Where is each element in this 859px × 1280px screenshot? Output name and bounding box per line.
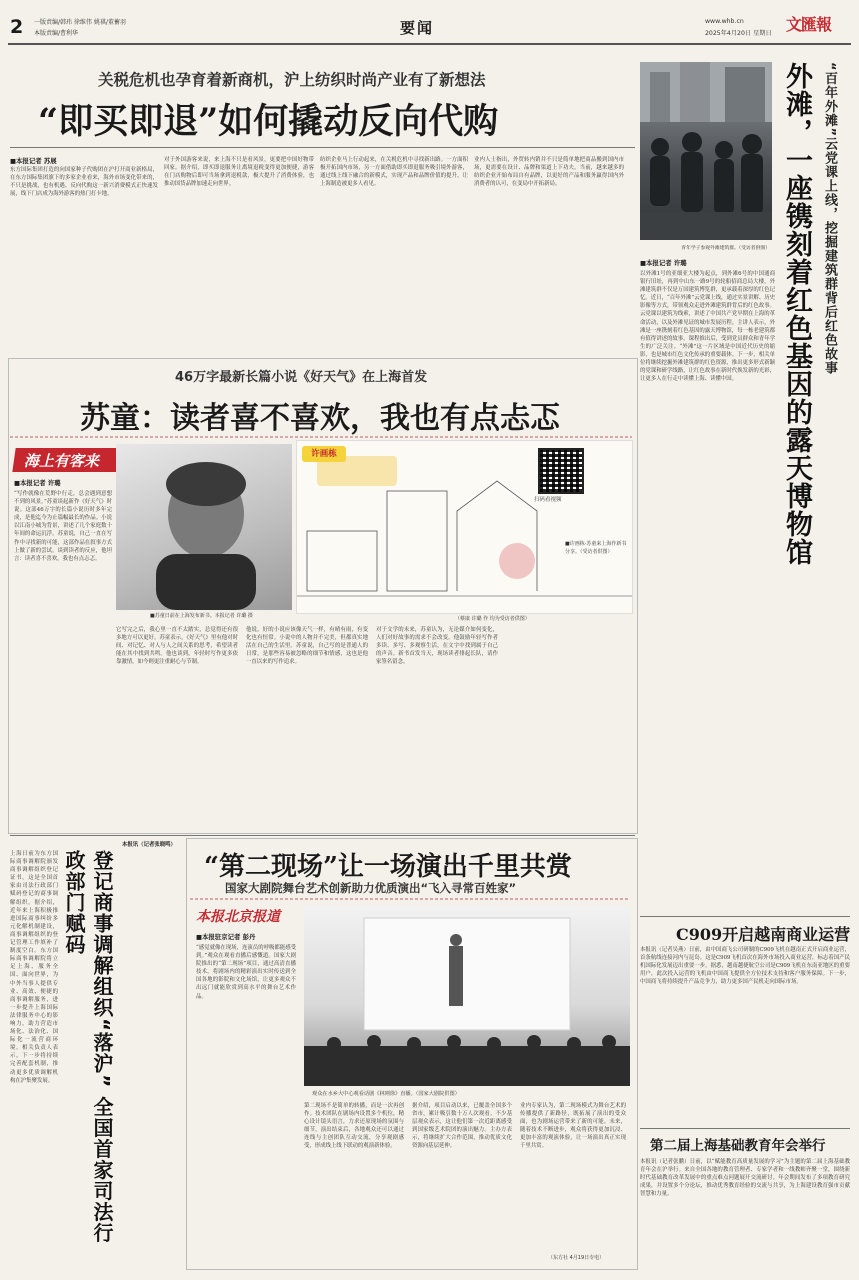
waitan-byline: ■本报记者 许璐 (640, 259, 687, 267)
forum-divider (640, 1128, 850, 1129)
sutong-col-3: 他说，好的小说应该像天气一样，有晴有雨，有变化也有恒常。小说中的人物并不完美，但都真实地活在自己的生活里。苏童说，自己写的是普通人的日常，是那些容易被忽略的细节和情感，这也是他一直以来的写作追求。 (246, 627, 368, 666)
theatre-column-badge-text: 本报北京报道 (196, 909, 280, 925)
register-body: 上海日前为东方国际商事调解院颁发商事调解组织登记证书，这是全国首家由司法行政部门赋码登记的商事调解组织。据介绍，近年来上海积极推进国际商事纠纷多元化解机制建设，商事调解组织的登记管理工作填补了制度空白。东方国际商事调解院将立足上海、服务全国、面向世界，为中外当事人提供专业、高效、便捷的商事调解服务，进一步提升上海国际法律服务中心的影响力，助力营造市场化、法治化、国际化一流营商环境。相关负责人表示，下一步将持续完善配套机制，推动更多优质调解机构在沪集聚发展。 (10, 851, 58, 1084)
register-byline: 本报讯（记者张晓鸣） (122, 842, 176, 848)
waitan-body: 以外滩1号的亚细亚大楼为起点，到外滩6号的中国通商银行旧址，再到中山东一路9号的轮船招商总局大楼，外滩建筑群不仅是万国建筑博览群，更承载着深厚的红色记忆。近日，“百年外滩”云党课上线，通过实景讲解、历史影像等方式，带领观众走进外滩建筑群背后的红色故事。云党课以建筑为线索，讲述了中国共产党早期在上海的革命活动，以及外滩见证的城市发展历程。主讲人表示，外滩是一座镌刻着红色基因的露天博物馆，每一栋老建筑都有值得讲述的故事。课程推出后，受到党员群众和青年学生的广泛关注。“外滩”这一片区域是中国近代历史的缩影，也是城市红色文化传承的重要载体。下一步，相关单位将继续挖掘外滩建筑群的红色资源，推出更多形式新颖的党课和研学线路，让红色故事在新时代焕发新的光彩，让更多人在行走中读懂上海、读懂中国。 (640, 271, 775, 383)
stage-screen-illustration (304, 906, 630, 1086)
c909-body: 本报讯（记者吴燕）日前，由中国商飞公司研制的C909飞机在越南正式开启商业运营，首条航线连接河内与昆岛。这是C909飞机首次在海外市场投入商业运营，标志着国产民机国际化发展迈出重要一步。据悉，越南越捷航空公司是C909飞机在东南亚地区的重要用户，此次投入运营的飞机由中国商飞提供全方位技术支持和客户服务保障。下一步，中国商飞将持续提升产品竞争力，助力更多国产民机走向国际市场。 (640, 947, 850, 986)
lead-col-3: 纺织企业马上行动起来，在关税危机中寻找新出路。一方面积极开拓国内市场，另一方面借助即买即退服务吸引境外游客，通过线上线下融合的新模式，实现产品和品牌价值的提升，让上海制造被更多人看见。 (320, 157, 468, 188)
sketch-logo-label: 扫码看视频 (534, 497, 562, 503)
page-number: 2 (10, 16, 24, 38)
sutong-stripe (10, 436, 632, 438)
lead-col-1: 东方国际集团打造的向国家种子代购团在沪打开商业新格局，在东方国际集团旗下的多家企业看来，海外市场变化带来的，不只是挑战，也有机遇。反向代购这一新兴消费模式正快速发展，线下门店成为海外游客的热门打卡地。 (10, 167, 158, 198)
register-body-right (124, 850, 180, 1265)
theatre-photo (304, 906, 630, 1086)
waitan-kicker-text: “百年外滩”云党课上线，挖掘建筑群背后红色故事 (822, 62, 837, 376)
c909-divider (640, 916, 850, 917)
website: www.whb.cn (705, 18, 744, 25)
issue-date: 2025年4月20日 星期日 (705, 30, 772, 37)
masthead-logo: 文匯報 (786, 15, 832, 34)
section-label: 要闻 (400, 19, 435, 37)
header-rule (8, 43, 851, 45)
theatre-byline: ■本报驻京记者 彭丹 (196, 933, 256, 941)
crowd-illustration (640, 62, 772, 240)
sutong-col-1: “写作就像在荒野中行走，总会遇到意想不到的风景。”苏童谈起新作《好天气》时说。这部46万字的长篇小说历时多年完成，是他迄今为止篇幅最长的作品。小说以江南小城为背景，讲述了几个家庭数十年间的命运沉浮。苏童说，自己一直在写作中寻找新的可能，这部作品在叙事方式上做了新的尝试。谈到读者的反应，他坦言：读者喜不喜欢，我也有点忐忑。 (14, 491, 112, 562)
sketch-caption: ■许画栋·苏童来上海作新书分享。（受访者供图） (565, 541, 627, 555)
register-divider (10, 835, 635, 836)
lead-col-2: 对于外国游客来说，来上海不只是看风景，更要把中国好物带回家。据介绍，即买即退服务让离境退税变得更加便捷，游客在门店购物后即可当场拿到退税款，极大提升了消费体验，也推动国货品牌加速走向世界。 (164, 157, 314, 188)
editor-line-2: 本版责编/曹利华 (34, 30, 79, 37)
sketch-caption-2: （蔡康 许璐 作 均为受访者供图） (455, 616, 530, 622)
theatre-photo-caption: 观众在水乡大中心观看话剧《林则徐》直播。（国家大剧院供图） (312, 1091, 460, 1097)
c909-headline: C909开启越南商业运营 (676, 925, 851, 944)
sutong-column-badge-text: 海上有客来 (23, 452, 99, 470)
sutong-col-4: 对于文学的未来，苏童认为，无论媒介如何变化，人们对好故事的需求不会改变。他鼓励年轻写作者多读、多写、多观察生活，在文字中找到属于自己的声音。新书首发当天，现场读者排起长队，请作家签名留念。 (376, 627, 498, 666)
theatre-col-3: 据介绍，项目启动以来，已覆盖全国多个省市，累计吸引数十万人次观看。不少基层观众表示，这让他们第一次近距离感受到国家级艺术院团的演出魅力。主办方表示，将继续扩大合作范围，推动优质文化资源向基层延伸。 (412, 1103, 512, 1150)
theatre-col-4: 业内专家认为，第二现场模式为舞台艺术的传播提供了新路径，既拓展了演出的受众面，也为剧场运营带来了新的可能。未来，随着技术不断进步，观众将获得更加沉浸、更加丰富的观演体验，让一场演出真正实现千里共赏。 (520, 1103, 626, 1150)
qr-code (538, 448, 584, 494)
lead-kicker: 关税危机也孕育着新商机，沪上纺织时尚产业有了新想法 (98, 71, 486, 89)
waitan-headline-text: 外滩，一座镌刻着红色基因的露天博物馆 (781, 62, 812, 566)
sutong-photo-caption: ■苏童日前在上海发布新书。本报记者 许璐 摄 (150, 613, 253, 619)
theatre-col-1: “感觉就像在现场，连演员的呼吸都能感受到。”观众在观看直播后感慨道。国家大剧院推出的“第二现场”项目，通过高清直播技术，将剧场内的精彩演出实时传送到全国各地的影院和文化场馆，让更多观众不出远门就能欣赏到高水平的舞台艺术作品。 (196, 945, 296, 1000)
lead-headline: “即买即退”如何撬动反向代购 (38, 101, 499, 142)
waitan-headline (776, 62, 818, 1062)
register-headline (60, 850, 120, 1250)
forum-headline: 第二届上海基础教育年会举行 (650, 1138, 826, 1154)
forum-body: 本报讯（记者张鹏）日前，以“赋能教育高质量发展的学习”为主题的第二届上海基础教育年会在沪举行。来自全国各地的教育管理者、专家学者和一线教师齐聚一堂，围绕新时代基础教育改革发展中的重点难点问题展开交流研讨。年会期间发布了多项教育研究成果，并设置多个分论坛，推动优秀教育经验的交流与共享，为上海建设教育强市贡献智慧和力量。 (640, 1159, 850, 1198)
sutong-portrait (116, 444, 292, 610)
waitan-kicker (820, 62, 848, 382)
register-headline-text: 登记商事调解组织“落沪” 全国首家司法行政部门赋码 (62, 850, 114, 1244)
theatre-column-badge (196, 906, 308, 926)
portrait-illustration (116, 444, 292, 610)
lead-col-4: 业内人士指出，外贸转内销并不只是简单地把商品搬到国内市场，更需要在设计、品牌和渠道上下功夫。当前，越来越多的纺织企业开始布局自有品牌，以更好的产品和服务赢得国内外消费者的认可，在变局中开拓新局。 (474, 157, 624, 188)
theatre-photo-caption-2: （东方社 4月19日专电） (548, 1255, 605, 1261)
theatre-subheadline: 国家大剧院舞台艺术创新助力优质演出“飞入寻常百姓家” (225, 881, 517, 895)
sutong-kicker: 46万字最新长篇小说《好天气》在上海首发 (175, 370, 428, 385)
sketch-badge-text: 许画栋 (311, 449, 337, 459)
editor-line-1: 一版责编/韩玮 徐维伟 姚祺/董蓄羽 (34, 19, 126, 26)
theatre-col-2: 第二现场不是简单的转播，而是一次再创作。技术团队在剧场内设置多个机位，精心设计镜头语言，力求还原现场的氛围与细节。演出结束后，各地观众还可以通过连线与主创团队互动交流，分享观剧感受，形成线上线下联动的观演新体验。 (304, 1103, 404, 1150)
lead-divider (10, 147, 635, 148)
waitan-photo (640, 62, 772, 240)
sutong-col-2: 它写完之后，我心里一直不太踏实，总觉得还有很多地方可以更好。苏童表示，《好天气》里有他对时间、对记忆、对人与人之间关系的思考，希望读者能在其中找到共鸣。他也谈到，年轻时写作更多依靠激情，如今则更注重耐心与节制。 (116, 627, 238, 666)
theatre-stripe (190, 898, 630, 900)
waitan-photo-caption: 青年学子参观外滩建筑群。（受访者供图） (681, 246, 770, 251)
theatre-headline: “第二现场”让一场演出千里共赏 (204, 852, 572, 882)
sutong-headline: 苏童：读者喜不喜欢，我也有点忐忑 (80, 401, 560, 436)
sutong-byline: ■本报记者 许璐 (14, 479, 61, 487)
sketch-badge (302, 446, 346, 462)
lead-byline: ■本报记者 苏展 (10, 157, 57, 165)
